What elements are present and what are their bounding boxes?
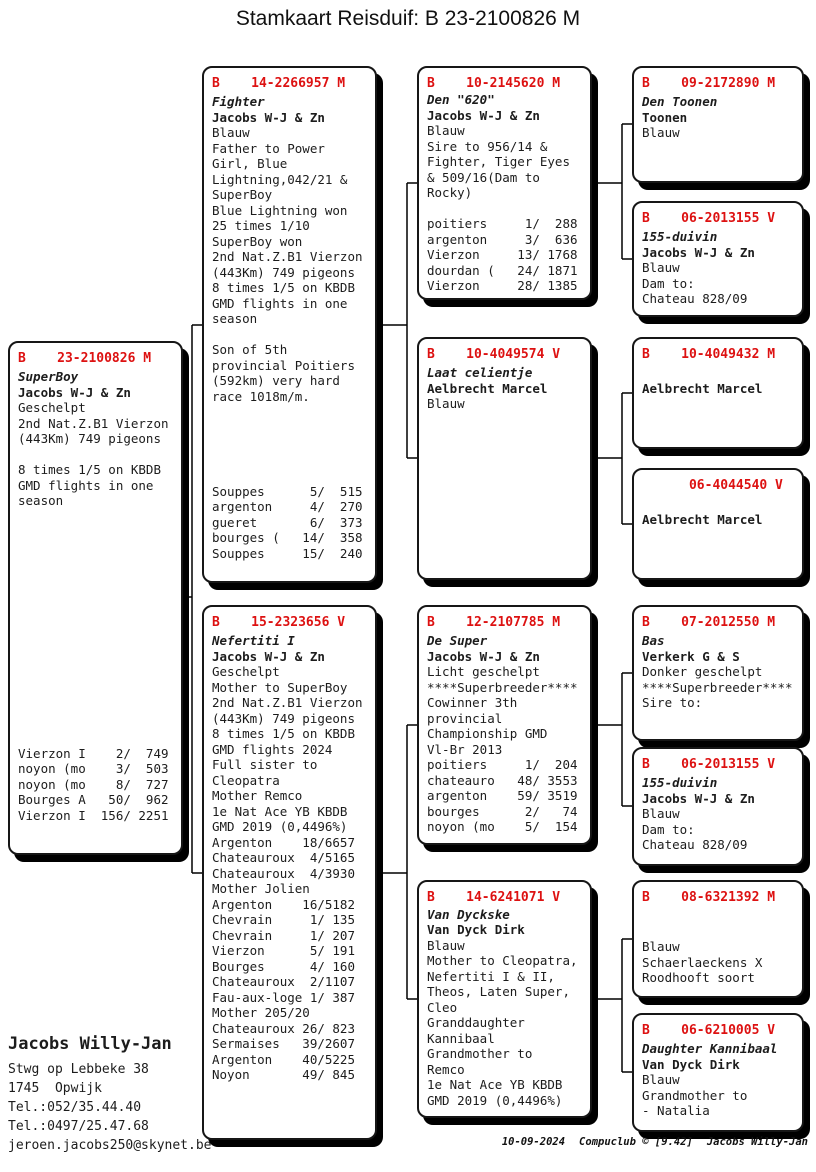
result-line: argenton 3/ 636 <box>427 231 578 247</box>
footer-date: 10-09-2024 <box>501 1136 566 1148</box>
pedigree-box-dam <box>202 605 377 1140</box>
pigeon-name: Daughter Kannibaal <box>642 1041 778 1056</box>
result-line: Vierzon I 2/ 749 <box>18 745 169 761</box>
race-results <box>427 216 585 294</box>
detail-line: Chevrain 1/ 207 <box>212 927 355 943</box>
pedigree-box-dam-dam-dam <box>632 1013 804 1132</box>
pigeon-name: Fighter <box>212 94 265 109</box>
detail-line: Rocky) <box>427 185 473 200</box>
ring-number: B 10-4049432 M <box>642 347 776 362</box>
detail-line: Blauw <box>642 260 680 275</box>
detail-line: ****Superbreeder**** <box>642 679 793 695</box>
detail-line: & 509/16(Dam to <box>427 169 540 185</box>
detail-line: Schaerlaeckens X <box>642 954 763 970</box>
owner-name: Jacobs Willy-Jan <box>8 1034 172 1054</box>
contact-line: Tel.:052/35.44.40 <box>8 1100 142 1115</box>
detail-line: Chateau 828/09 <box>642 291 748 306</box>
detail-line: Championship GMD <box>427 726 548 741</box>
detail-line: Blauw <box>212 125 250 140</box>
pedigree-box-sire-dam-sire <box>632 337 804 449</box>
detail-line: 8 times 1/5 on KBDB <box>212 280 355 295</box>
detail-line: (443Km) 749 pigeons <box>212 264 355 280</box>
detail-line: Sire to: <box>642 695 703 710</box>
detail-line: Mother to SuperBoy <box>212 679 348 695</box>
box-details <box>642 633 797 711</box>
detail-line: Chateau 828/09 <box>642 837 748 852</box>
ring-number: B 15-2323656 V <box>212 615 346 630</box>
fancier-name: Van Dyck Dirk <box>427 922 525 937</box>
fancier-name: Jacobs W-J & Zn <box>18 384 131 400</box>
detail-line: Blauw <box>642 806 680 821</box>
pigeon-name: Bas <box>642 633 665 648</box>
ring-number: B 12-2107785 M <box>427 615 561 630</box>
detail-line: 2nd Nat.Z.B1 Vierzon <box>18 415 169 431</box>
detail-line: Geschelpt <box>18 400 86 415</box>
detail-line <box>642 496 797 512</box>
detail-line: bourges 2/ 74 <box>427 803 578 819</box>
detail-line: ****Superbreeder**** <box>427 679 578 695</box>
result-line: argenton 4/ 270 <box>212 499 363 514</box>
result-line: Souppes 5/ 515 <box>212 483 363 499</box>
detail-line <box>642 365 797 381</box>
pedigree-box-sire-sire-sire <box>632 66 804 183</box>
detail-line: - Natalia <box>642 1103 710 1118</box>
pigeon-name: Van Dyckske <box>427 906 510 922</box>
box-details <box>642 229 797 307</box>
result-line: bourges ( 14/ 358 <box>212 530 363 545</box>
detail-line: 2nd Nat.Z.B1 Vierzon <box>212 249 363 264</box>
result-line: noyon (mo 8/ 727 <box>18 776 169 792</box>
pigeon-name: Den Toonen <box>642 94 718 109</box>
detail-line: season <box>212 311 258 326</box>
fancier-name: Jacobs W-J & Zn <box>427 648 540 664</box>
detail-line: Kannibaal <box>427 1030 495 1046</box>
pigeon-name: Den "620" <box>427 92 495 107</box>
result-line: poitiers 1/ 288 <box>427 216 578 231</box>
fancier-name: Jacobs W-J & Zn <box>427 107 540 123</box>
box-details <box>212 633 370 1083</box>
result-line: noyon (mo 3/ 503 <box>18 761 169 776</box>
fancier-name: Toonen <box>642 109 688 125</box>
detail-line: race 1018m/m. <box>212 388 310 404</box>
owner-address-lines <box>8 1060 212 1155</box>
detail-line: Argenton 18/6657 <box>212 834 355 850</box>
detail-line: Remco <box>427 1061 465 1077</box>
detail-line: Argenton 40/5225 <box>212 1051 355 1067</box>
ring-number: B 06-2013155 V <box>642 757 776 772</box>
fancier-name: Jacobs W-J & Zn <box>212 648 325 664</box>
ring-number: B 14-6241071 V <box>427 890 561 905</box>
box-details <box>427 365 585 412</box>
detail-line: Blauw <box>427 396 465 411</box>
pigeon-name: 155-duivin <box>642 775 718 790</box>
detail-line: Blauw <box>427 937 465 953</box>
footer-owner: Jacobs Willy-Jan <box>706 1136 808 1148</box>
detail-line: Mother 205/20 <box>212 1005 310 1020</box>
detail-line: (443Km) 749 pigeons <box>212 710 355 726</box>
detail-line: Blauw <box>642 939 680 954</box>
detail-line: 8 times 1/5 on KBDB <box>18 462 161 477</box>
detail-line: Roodhooft soort <box>642 970 755 985</box>
ring-number: B 10-2145620 M <box>427 76 561 91</box>
pedigree-box-dam-sire <box>417 605 592 845</box>
fancier-name: Aelbrecht Marcel <box>642 380 763 396</box>
detail-line: Cleo <box>427 999 458 1015</box>
ring-number: B 10-4049574 V <box>427 347 561 362</box>
detail-line: Nefertiti I & II, <box>427 968 555 984</box>
detail-line: 1e Nat Ace YB KBDB <box>212 803 348 819</box>
result-line: Bourges A 50/ 962 <box>18 792 169 807</box>
owner-contact-block <box>8 1032 212 1155</box>
detail-line: provincial <box>427 710 503 726</box>
result-line: Vierzon 28/ 1385 <box>427 278 578 293</box>
detail-line: Lightning,042/21 & <box>212 171 348 187</box>
box-details <box>642 775 797 853</box>
box-details <box>18 369 176 509</box>
detail-line: Blauw <box>642 125 680 140</box>
pedigree-box-sire-sire <box>417 66 592 300</box>
pigeon-name: De Super <box>427 633 488 648</box>
detail-line: GMD flights in one <box>18 477 154 493</box>
detail-line: (592km) very hard <box>212 373 340 388</box>
detail-line <box>18 447 176 463</box>
detail-line: Mother Jolien <box>212 881 310 896</box>
fancier-name: Jacobs W-J & Zn <box>642 244 755 260</box>
pedigree-box-sire-sire-dam <box>632 201 804 317</box>
detail-line: Mother Remco <box>212 788 303 803</box>
detail-line <box>642 924 797 940</box>
detail-line: Bourges 4/ 160 <box>212 958 355 974</box>
detail-line: Chevrain 1/ 135 <box>212 912 355 927</box>
detail-line: Son of 5th <box>212 342 288 357</box>
fancier-name: Jacobs W-J & Zn <box>642 790 755 806</box>
ring-number: B 06-2013155 V <box>642 211 776 226</box>
race-results <box>18 746 176 824</box>
detail-line: Cleopatra <box>212 772 280 788</box>
detail-line: Fau-aux-loge 1/ 387 <box>212 989 355 1005</box>
pedigree-box-subject <box>8 341 183 855</box>
ring-number: B 23-2100826 M <box>18 351 152 366</box>
box-details <box>427 907 585 1109</box>
fancier-name: Aelbrecht Marcel <box>642 511 763 527</box>
box-details <box>642 94 797 141</box>
pigeon-name: 155-duivin <box>642 229 718 244</box>
pedigree-box-dam-sire-sire <box>632 605 804 741</box>
pigeon-name: Nefertiti I <box>212 633 295 648</box>
box-details <box>642 1041 797 1119</box>
detail-line: Sire to 956/14 & <box>427 138 548 154</box>
detail-line: GMD flights 2024 <box>212 741 333 757</box>
detail-line: Vierzon 5/ 191 <box>212 943 355 958</box>
detail-line: Dam to: <box>642 275 695 291</box>
detail-line: GMD 2019 (0,4496%) <box>212 819 348 834</box>
box-details <box>642 496 797 527</box>
ring-number: B 07-2012550 M <box>642 615 776 630</box>
pigeon-name: SuperBoy <box>18 369 79 384</box>
pigeon-name: Laat celientje <box>427 365 533 380</box>
ring-number: B 09-2172890 M <box>642 76 776 91</box>
detail-line: SuperBoy won <box>212 233 303 249</box>
result-line: Souppes 15/ 240 <box>212 545 363 561</box>
detail-line: Granddaughter <box>427 1015 525 1030</box>
detail-line: Chateauroux 26/ 823 <box>212 1020 355 1036</box>
box-details <box>642 908 797 986</box>
detail-line: argenton 59/ 3519 <box>427 788 578 803</box>
fancier-name: Van Dyck Dirk <box>642 1056 740 1072</box>
detail-line: Chateauroux 2/1107 <box>212 974 355 989</box>
contact-line: Tel.:0497/25.47.68 <box>8 1119 149 1134</box>
pedigree-box-dam-dam <box>417 880 592 1118</box>
result-line: dourdan ( 24/ 1871 <box>427 262 578 278</box>
box-details <box>212 94 370 404</box>
detail-line: 2nd Nat.Z.B1 Vierzon <box>212 695 363 710</box>
detail-line: Vl-Br 2013 <box>427 741 503 757</box>
detail-line: noyon (mo 5/ 154 <box>427 819 578 834</box>
detail-line: Grandmother to <box>642 1087 748 1103</box>
detail-line: 8 times 1/5 on KBDB <box>212 726 355 741</box>
fancier-name: Jacobs W-J & Zn <box>212 109 325 125</box>
box-details <box>427 633 585 835</box>
box-details <box>427 92 585 216</box>
detail-line: Blauw <box>427 123 465 138</box>
detail-line: GMD 2019 (0,4496%) <box>427 1092 563 1108</box>
result-line: gueret 6/ 373 <box>212 514 363 530</box>
result-line: Vierzon I 156/ 2251 <box>18 807 169 823</box>
footer-program: Compuclub © [9.42] <box>579 1136 693 1148</box>
detail-line: Argenton 16/5182 <box>212 896 355 912</box>
detail-line: Geschelpt <box>212 664 280 679</box>
contact-line: Stwg op Lebbeke 38 <box>8 1062 149 1077</box>
page-title: Stamkaart Reisduif: B 23-2100826 M <box>235 7 581 30</box>
fancier-name: Verkerk G & S <box>642 648 740 664</box>
contact-line: jeroen.jacobs250@skynet.be <box>8 1138 212 1153</box>
ring-number: B 06-6210005 V <box>642 1023 776 1038</box>
detail-line <box>427 201 585 217</box>
print-footer <box>502 1136 808 1148</box>
pedigree-box-dam-dam-sire <box>632 880 804 998</box>
detail-line: Chateauroux 4/5165 <box>212 850 355 865</box>
detail-line: Blauw <box>642 1072 680 1087</box>
detail-line: Licht geschelpt <box>427 664 540 679</box>
ring-number: B 14-2266957 M <box>212 76 346 91</box>
detail-line: Cowinner 3th <box>427 695 518 710</box>
detail-line <box>212 327 370 343</box>
detail-line: 25 times 1/10 <box>212 218 310 233</box>
ring-number: B 08-6321392 M <box>642 890 776 905</box>
pedigree-box-sire-dam <box>417 337 592 580</box>
detail-line: (443Km) 749 pigeons <box>18 431 161 446</box>
detail-line: 1e Nat Ace YB KBDB <box>427 1077 563 1092</box>
race-results <box>212 484 370 562</box>
detail-line: Mother to Cleopatra, <box>427 953 578 968</box>
pedigree-box-sire <box>202 66 377 583</box>
detail-line: Noyon 49/ 845 <box>212 1067 355 1082</box>
result-line: Vierzon 13/ 1768 <box>427 247 578 262</box>
detail-line: SuperBoy <box>212 187 273 202</box>
pedigree-box-sire-dam-dam <box>632 468 804 580</box>
box-details <box>642 365 797 396</box>
detail-line: GMD flights in one <box>212 295 348 311</box>
detail-line: Grandmother to <box>427 1046 533 1061</box>
ring-number: 06-4044540 V <box>642 478 783 493</box>
detail-line: Dam to: <box>642 821 695 837</box>
detail-line: provincial Poitiers <box>212 357 355 373</box>
contact-line: 1745 Opwijk <box>8 1081 102 1096</box>
fancier-name: Aelbrecht Marcel <box>427 380 548 396</box>
detail-line: Blue Lightning won <box>212 202 348 218</box>
detail-line: Girl, Blue <box>212 156 288 171</box>
detail-line: Sermaises 39/2607 <box>212 1036 355 1051</box>
detail-line <box>642 908 797 924</box>
detail-line: season <box>18 493 64 508</box>
detail-line: Donker geschelpt <box>642 664 763 679</box>
detail-line: Full sister to <box>212 757 318 772</box>
detail-line: Father to Power <box>212 140 325 156</box>
detail-line: Chateauroux 4/3930 <box>212 865 355 881</box>
detail-line: Fighter, Tiger Eyes <box>427 154 570 169</box>
detail-line: Theos, Laten Super, <box>427 984 570 999</box>
pedigree-box-dam-sire-dam <box>632 747 804 866</box>
detail-line: chateauro 48/ 3553 <box>427 772 578 788</box>
detail-line: poitiers 1/ 204 <box>427 757 578 772</box>
